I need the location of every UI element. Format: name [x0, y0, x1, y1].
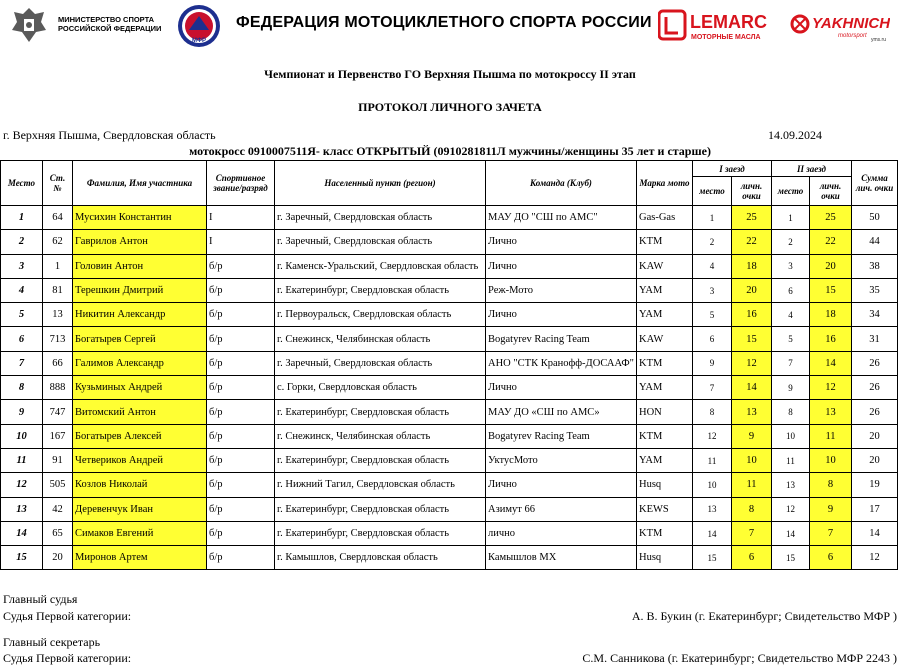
row-bike: YAM [637, 303, 693, 327]
row-bike: YAM [637, 278, 693, 302]
row-place: 13 [1, 497, 43, 521]
yakhnich-logo-icon [790, 10, 890, 42]
row-race2-points: 11 [810, 424, 852, 448]
row-team: Лично [486, 473, 637, 497]
row-race1-points: 9 [732, 424, 772, 448]
row-race1-place: 8 [693, 400, 732, 424]
row-city: г. Екатеринбург, Свердловская область [275, 521, 486, 545]
class-line: мотокросс 0910007511Я- класс ОТКРЫТЫЙ (0910281811Л мужчины/женщины 35 лет и старше) [189, 144, 711, 158]
row-city: г. Нижний Тагил, Свердловская область [275, 473, 486, 497]
row-race2-points: 22 [810, 230, 852, 254]
row-race1-points: 7 [732, 521, 772, 545]
row-rank: б/р [207, 303, 275, 327]
federation-name: ФЕДЕРАЦИЯ МОТОЦИКЛЕТНОГО СПОРТА РОССИИ [236, 14, 652, 31]
row-race2-points: 6 [810, 546, 852, 570]
row-rank: б/р [207, 254, 275, 278]
row-race2-place: 4 [772, 303, 810, 327]
header-place: Место [1, 161, 43, 206]
table-row [1, 448, 898, 472]
header-race2-place: место [772, 177, 810, 206]
row-race1-place: 5 [693, 303, 732, 327]
row-race1-points: 13 [732, 400, 772, 424]
table-row [1, 424, 898, 448]
row-city: с. Горки, Свердловская область [275, 376, 486, 400]
lemarc-subtitle: МОТОРНЫЕ МАСЛА [691, 34, 761, 41]
row-race1-points: 22 [732, 230, 772, 254]
row-city: г. Заречный, Свердловская область [275, 230, 486, 254]
row-bike: HON [637, 400, 693, 424]
row-place: 4 [1, 278, 43, 302]
row-race1-place: 15 [693, 546, 732, 570]
row-bike: YAM [637, 376, 693, 400]
ministry-name [58, 15, 161, 33]
row-rank: б/р [207, 400, 275, 424]
row-race2-place: 13 [772, 473, 810, 497]
row-place: 9 [1, 400, 43, 424]
row-number: 888 [43, 376, 73, 400]
row-number: 65 [43, 521, 73, 545]
row-bike: KEWS [637, 497, 693, 521]
header-bike: Марка мото [637, 161, 693, 206]
row-rank: I [207, 206, 275, 230]
row-race2-place: 9 [772, 376, 810, 400]
secretary-category: Судья Первой категории: [3, 651, 132, 665]
row-race2-points: 16 [810, 327, 852, 351]
row-bike: KTM [637, 424, 693, 448]
row-race1-points: 6 [732, 546, 772, 570]
row-race1-points: 8 [732, 497, 772, 521]
row-place: 15 [1, 546, 43, 570]
header-team: Команда (Клуб) [486, 161, 637, 206]
header-rank: Спортивное звание/разряд [207, 161, 275, 206]
judge-name: А. В. Букин (г. Екатеринбург; Свидетельство МФР ) [631, 609, 897, 623]
row-rank: б/р [207, 424, 275, 448]
row-race1-points: 11 [732, 473, 772, 497]
lemarc-logo-icon [658, 8, 776, 42]
row-city: г. Камышлов, Свердловская область [275, 546, 486, 570]
row-name: Миронов Артем [73, 546, 207, 570]
row-rank: б/р [207, 473, 275, 497]
row-race1-place: 1 [693, 206, 732, 230]
table-row [1, 497, 898, 521]
row-team: Bogatyrev Racing Team [486, 424, 637, 448]
secretary-title: Главный секретарь [3, 635, 101, 649]
lemarc-name: LEMARC [690, 12, 767, 32]
row-race1-points: 25 [732, 206, 772, 230]
row-race2-place: 7 [772, 351, 810, 375]
row-race1-place: 10 [693, 473, 732, 497]
row-number: 13 [43, 303, 73, 327]
row-sum: 20 [852, 448, 898, 472]
judge-category: Судья Первой категории: [3, 609, 132, 623]
row-city: г. Снежинск, Челябинская область [275, 424, 486, 448]
row-race2-points: 18 [810, 303, 852, 327]
row-race2-points: 7 [810, 521, 852, 545]
row-team: УктусМото [486, 448, 637, 472]
row-rank: б/р [207, 327, 275, 351]
row-place: 6 [1, 327, 43, 351]
header-race1: I заезд [693, 161, 772, 177]
row-city: г. Первоуральск, Свердловская область [275, 303, 486, 327]
table-row [1, 327, 898, 351]
row-number: 167 [43, 424, 73, 448]
row-sum: 12 [852, 546, 898, 570]
row-race2-points: 25 [810, 206, 852, 230]
row-place: 2 [1, 230, 43, 254]
protocol-title: ПРОТОКОЛ ЛИЧНОГО ЗАЧЕТА [358, 100, 542, 114]
row-place: 3 [1, 254, 43, 278]
header-race1-place: место [693, 177, 732, 206]
row-place: 8 [1, 376, 43, 400]
row-name: Симаков Евгений [73, 521, 207, 545]
table-row [1, 376, 898, 400]
row-name: Богатырев Алексей [73, 424, 207, 448]
row-sum: 31 [852, 327, 898, 351]
row-number: 91 [43, 448, 73, 472]
row-place: 14 [1, 521, 43, 545]
header-race1-points: личн. очки [732, 177, 772, 206]
row-city: г. Каменск-Уральский, Свердловская область [275, 254, 486, 278]
yakhnich-url: yms.ru [871, 37, 886, 42]
header-race2-points: личн. очки [810, 177, 852, 206]
row-race1-place: 7 [693, 376, 732, 400]
row-team: Лично [486, 376, 637, 400]
row-bike: Husq [637, 546, 693, 570]
row-sum: 20 [852, 424, 898, 448]
row-sum: 35 [852, 278, 898, 302]
row-race2-place: 8 [772, 400, 810, 424]
row-team: МАУ ДО «СШ по АМС» [486, 400, 637, 424]
row-sum: 26 [852, 351, 898, 375]
row-number: 505 [43, 473, 73, 497]
row-race2-place: 14 [772, 521, 810, 545]
row-bike: KAW [637, 327, 693, 351]
row-race1-points: 20 [732, 278, 772, 302]
ministry-emblem-icon [8, 4, 50, 46]
row-number: 66 [43, 351, 73, 375]
row-race1-points: 14 [732, 376, 772, 400]
row-name: Терешкин Дмитрий [73, 278, 207, 302]
row-team: Лично [486, 254, 637, 278]
row-race2-points: 15 [810, 278, 852, 302]
row-number: 62 [43, 230, 73, 254]
row-race1-points: 16 [732, 303, 772, 327]
mfr-logo-text: МФР [191, 38, 207, 44]
row-number: 1 [43, 254, 73, 278]
row-race2-place: 12 [772, 497, 810, 521]
mfr-logo-icon [177, 4, 221, 48]
row-place: 11 [1, 448, 43, 472]
row-number: 20 [43, 546, 73, 570]
row-city: г. Екатеринбург, Свердловская область [275, 400, 486, 424]
row-team: Лично [486, 303, 637, 327]
header-name: Фамилия, Имя участника [73, 161, 207, 206]
row-name: Богатырев Сергей [73, 327, 207, 351]
row-sum: 17 [852, 497, 898, 521]
row-place: 1 [1, 206, 43, 230]
row-race2-place: 11 [772, 448, 810, 472]
row-race2-points: 9 [810, 497, 852, 521]
header-sum: Сумма лич. очки [852, 161, 898, 206]
row-team: Камышлов МХ [486, 546, 637, 570]
row-race2-points: 20 [810, 254, 852, 278]
row-bike: KAW [637, 254, 693, 278]
row-place: 5 [1, 303, 43, 327]
secretary-name: С.М. Санникова (г. Екатеринбург; Свидетельство МФР 2243 ) [582, 651, 897, 665]
row-number: 64 [43, 206, 73, 230]
row-name: Витомский Антон [73, 400, 207, 424]
table-row [1, 230, 898, 254]
row-race1-points: 10 [732, 448, 772, 472]
row-bike: YAM [637, 448, 693, 472]
row-place: 7 [1, 351, 43, 375]
row-race2-points: 13 [810, 400, 852, 424]
yakhnich-name: YAKHNICH [812, 15, 890, 32]
row-sum: 38 [852, 254, 898, 278]
row-sum: 26 [852, 400, 898, 424]
row-team: МАУ ДО "СШ по АМС" [486, 206, 637, 230]
row-bike: Husq [637, 473, 693, 497]
row-race2-place: 2 [772, 230, 810, 254]
row-place: 10 [1, 424, 43, 448]
results-body [1, 206, 898, 570]
row-sum: 50 [852, 206, 898, 230]
row-team: лично [486, 521, 637, 545]
row-team: Азимут 66 [486, 497, 637, 521]
row-race2-place: 10 [772, 424, 810, 448]
row-sum: 14 [852, 521, 898, 545]
row-sum: 34 [852, 303, 898, 327]
row-number: 713 [43, 327, 73, 351]
row-race1-points: 18 [732, 254, 772, 278]
table-row [1, 351, 898, 375]
yakhnich-subtitle: motorsport [838, 33, 867, 39]
row-city: г. Екатеринбург, Свердловская область [275, 448, 486, 472]
row-race2-place: 6 [772, 278, 810, 302]
row-race2-points: 10 [810, 448, 852, 472]
row-rank: б/р [207, 278, 275, 302]
header-race2: II заезд [772, 161, 852, 177]
row-name: Деревенчук Иван [73, 497, 207, 521]
row-name: Козлов Николай [73, 473, 207, 497]
row-number: 42 [43, 497, 73, 521]
header-city: Населенный пункт (регион) [275, 161, 486, 206]
row-city: г. Заречный, Свердловская область [275, 351, 486, 375]
row-race2-place: 1 [772, 206, 810, 230]
event-date: 14.09.2024 [768, 128, 822, 142]
table-row [1, 546, 898, 570]
judge-title: Главный судья [3, 592, 78, 606]
row-race2-place: 15 [772, 546, 810, 570]
row-team: АНО "СТК Кранофф-ДОСААФ" [486, 351, 637, 375]
row-bike: KTM [637, 521, 693, 545]
row-race1-points: 12 [732, 351, 772, 375]
row-sum: 44 [852, 230, 898, 254]
ministry-line2: РОССИЙСКОЙ ФЕДЕРАЦИИ [58, 24, 162, 33]
table-row [1, 254, 898, 278]
row-team: Bogatyrev Racing Team [486, 327, 637, 351]
row-name: Гаврилов Антон [73, 230, 207, 254]
row-number: 747 [43, 400, 73, 424]
row-name: Галимов Александр [73, 351, 207, 375]
row-race2-place: 3 [772, 254, 810, 278]
page-header [0, 0, 900, 50]
table-row [1, 206, 898, 230]
table-row [1, 278, 898, 302]
row-race1-place: 14 [693, 521, 732, 545]
row-race1-place: 11 [693, 448, 732, 472]
row-city: г. Екатеринбург, Свердловская область [275, 497, 486, 521]
row-city: г. Екатеринбург, Свердловская область [275, 278, 486, 302]
row-rank: б/р [207, 376, 275, 400]
table-row [1, 521, 898, 545]
row-team: Лично [486, 230, 637, 254]
row-race1-place: 3 [693, 278, 732, 302]
row-race2-points: 8 [810, 473, 852, 497]
row-race1-place: 9 [693, 351, 732, 375]
row-name: Никитин Александр [73, 303, 207, 327]
row-place: 12 [1, 473, 43, 497]
row-race2-place: 5 [772, 327, 810, 351]
row-city: г. Снежинск, Челябинская область [275, 327, 486, 351]
row-race1-place: 4 [693, 254, 732, 278]
row-name: Мусихин Константин [73, 206, 207, 230]
row-race1-points: 15 [732, 327, 772, 351]
row-city: г. Заречный, Свердловская область [275, 206, 486, 230]
row-sum: 26 [852, 376, 898, 400]
row-rank: б/р [207, 546, 275, 570]
row-rank: I [207, 230, 275, 254]
row-race1-place: 2 [693, 230, 732, 254]
row-rank: б/р [207, 351, 275, 375]
row-name: Четвериков Андрей [73, 448, 207, 472]
row-bike: Gas-Gas [637, 206, 693, 230]
row-race1-place: 13 [693, 497, 732, 521]
row-race1-place: 12 [693, 424, 732, 448]
row-rank: б/р [207, 521, 275, 545]
row-bike: KTM [637, 351, 693, 375]
table-row [1, 400, 898, 424]
header-number: Ст. № [43, 161, 73, 206]
row-rank: б/р [207, 448, 275, 472]
ministry-line1: МИНИСТЕРСТВО СПОРТА [58, 15, 155, 24]
event-place: г. Верхняя Пышма, Свердловская область [3, 128, 216, 142]
results-table [0, 160, 898, 570]
row-race1-place: 6 [693, 327, 732, 351]
event-title: Чемпионат и Первенство ГО Верхняя Пышма по мотокроссу II этап [264, 67, 636, 81]
row-sum: 19 [852, 473, 898, 497]
row-number: 81 [43, 278, 73, 302]
row-name: Головин Антон [73, 254, 207, 278]
row-bike: KTM [637, 230, 693, 254]
row-name: Кузьминых Андрей [73, 376, 207, 400]
row-rank: б/р [207, 497, 275, 521]
row-race2-points: 12 [810, 376, 852, 400]
table-row [1, 473, 898, 497]
row-race2-points: 14 [810, 351, 852, 375]
row-team: Реж-Мото [486, 278, 637, 302]
table-row [1, 303, 898, 327]
